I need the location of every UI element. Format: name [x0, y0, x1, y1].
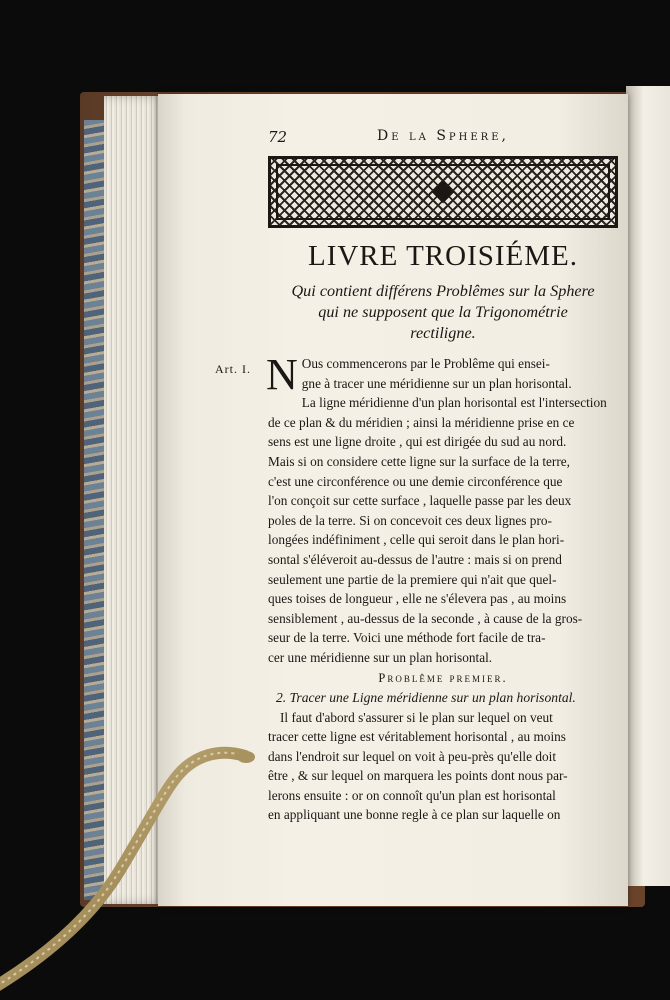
ornament-center-icon [432, 181, 455, 204]
subtitle-line: rectiligne. [410, 324, 476, 342]
problem-paragraph [268, 708, 618, 826]
text-line: poles de la terre. Si on concevoit ces deux lignes pro- [268, 512, 552, 528]
text-line: Ous commencerons par le Problême qui ensei- [301, 356, 550, 371]
text-line: sensiblement , au-dessus de la seconde , à cause de la gros- [268, 610, 583, 626]
text-line: ques toises de longueur , elle ne s'élevera pas , au moins [268, 591, 567, 607]
text-line: La ligne méridienne d'un plan horisontal est l'intersection [301, 395, 607, 411]
subtitle [268, 281, 618, 344]
text-line: sontal s'éléveroit au-dessus de l'autre : mais si on prend [268, 551, 562, 567]
text-line: dans l'endroit sur lequel on voit à peu-près qu'elle doit [268, 748, 557, 764]
text-line: Mais si on considere cette ligne sur la surface de la terre, [268, 453, 571, 469]
problem-title: 2. Tracer une Ligne méridienne sur un plan horisontal. [276, 689, 576, 705]
text-line: seulement une partie de la premiere qui n'ait que quel- [268, 571, 557, 587]
text-line: cer une méridienne sur un plan horisontal. [268, 649, 493, 665]
text-line: lerons ensuite : or on connoît qu'un plan est horisontal [268, 787, 556, 803]
book-title: LIVRE TROISIÉME. [307, 240, 578, 272]
page-content [268, 128, 618, 825]
text-line: sens est une ligne droite , qui est dirigée du sud au nord. [268, 434, 567, 450]
page-edges [104, 96, 166, 904]
text-line: l'on conçoit sur cette surface , laquelle passe par les deux [268, 493, 572, 509]
subtitle-line: qui ne supposent que la Trigonométrie [318, 303, 568, 321]
facing-page-edge [626, 86, 670, 886]
text-line: de ce plan & du méridien ; ainsi la méridienne prise en ce [268, 414, 575, 430]
subtitle-line: Qui contient différens Problêmes sur la Sphere [291, 282, 595, 300]
paragraph [266, 350, 618, 668]
running-head-title: De la Sphere, [377, 128, 509, 144]
text-line: gne à tracer une méridienne sur un plan horisontal. [301, 375, 572, 391]
page-number: 72 [268, 128, 288, 146]
running-head [268, 128, 618, 150]
margin-note: Art. I. [215, 362, 251, 376]
text-line: c'est une circonférence ou une demie circonférence que [268, 473, 563, 489]
problem-heading: Problême premier. [378, 670, 508, 685]
text-line: seur de la terre. Voici une méthode fort facile de tra- [268, 630, 546, 646]
text-line: tracer cette ligne est véritablement horisontal , au moins [268, 729, 566, 745]
text-line: être , & sur lequel on marquera les points dont nous par- [268, 768, 568, 784]
text-line: en appliquant une bonne regle à ce plan sur laquelle on [268, 807, 561, 823]
drop-cap: N [266, 350, 298, 399]
text-line: longées indéfiniment , celle qui seroit dans le plan hori- [268, 532, 565, 548]
text-line: Il faut d'abord s'assurer si le plan sur lequel on veut [280, 709, 553, 725]
headpiece-ornament [268, 156, 618, 228]
